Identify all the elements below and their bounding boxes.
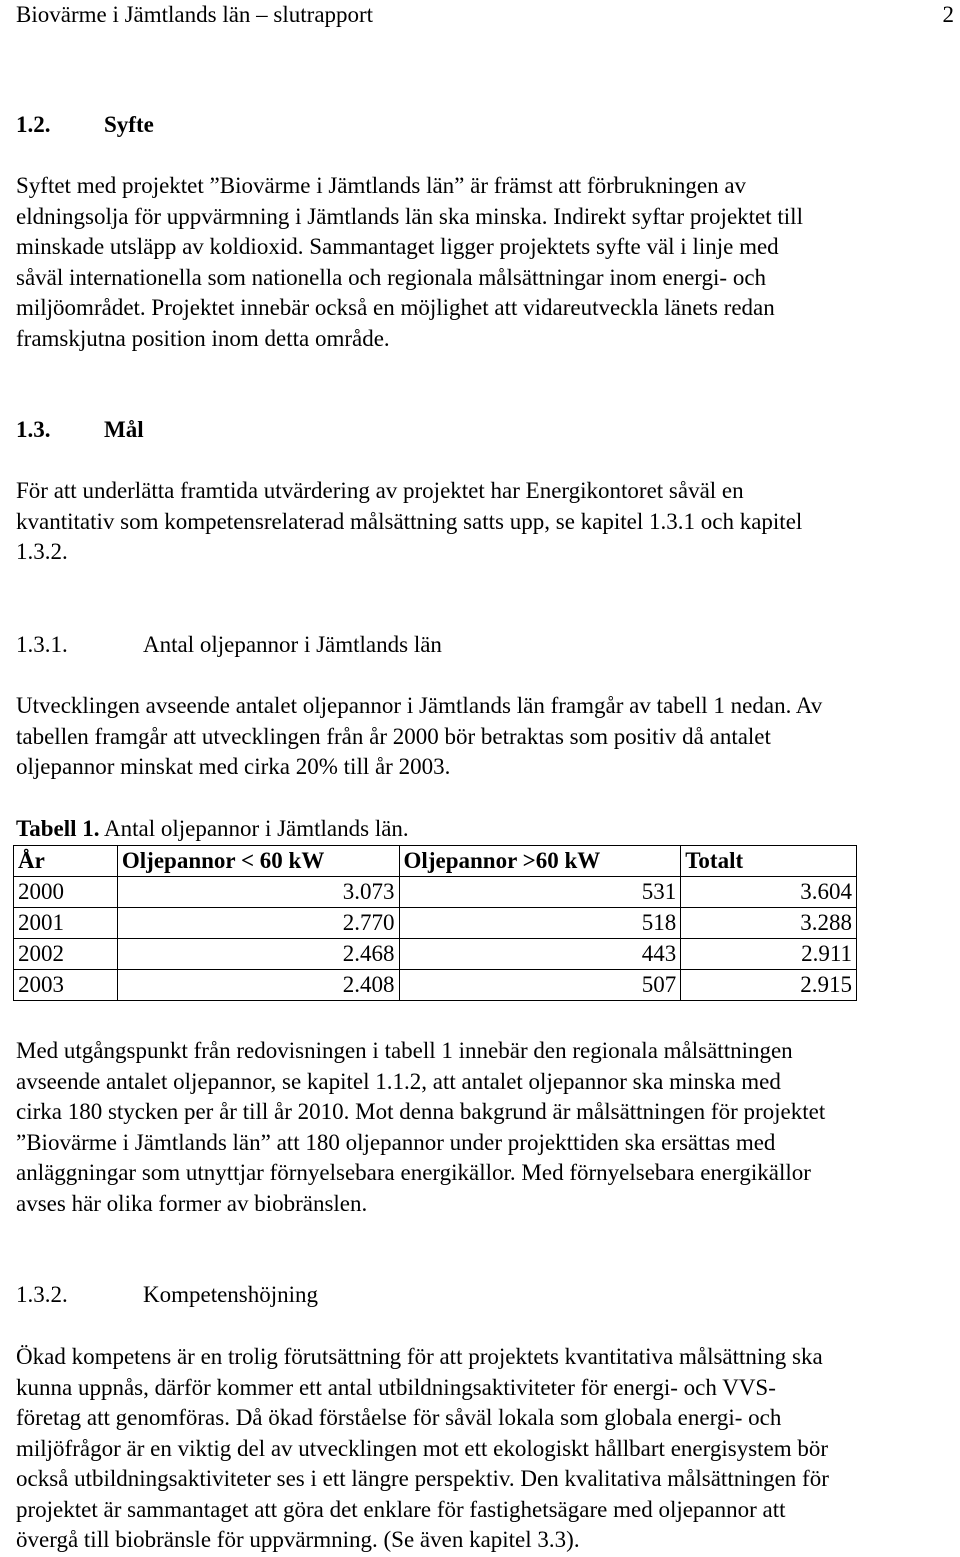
table-cell: 2003 [14, 970, 118, 1001]
section-1-3-1-number: 1.3.1. [16, 632, 68, 657]
text-line: projektet är sammantaget att göra det enklare för fastighetsägare med oljepannor att [16, 1496, 786, 1522]
table-header-row [14, 846, 857, 877]
table-cell: 507 [399, 970, 681, 1001]
text-line: minskade utsläpp av koldioxid. Sammantaget ligger projektets syfte väl i linje med [16, 234, 779, 259]
table-cell: 2.911 [681, 939, 857, 970]
text-line: avses här olika former av biobränslen. [16, 1190, 368, 1216]
text-line: Utvecklingen avseende antalet oljepannor i Jämtlands län framgår av tabell 1 nedan. Av [16, 693, 823, 718]
table-cell: 518 [399, 908, 681, 939]
table-caption-label: Tabell 1. [16, 816, 100, 841]
table-cell: 3.073 [117, 877, 399, 908]
text-line: oljepannor minskat med cirka 20% till år 2003. [16, 754, 451, 779]
text-line: Syftet med projektet ”Biovärme i Jämtlands län” är främst att förbrukningen av [16, 173, 747, 198]
section-1-2-number: 1.2. [16, 112, 51, 137]
text-line: eldningsolja för uppvärmning i Jämtlands län ska minska. Indirekt syftar projektet till [16, 203, 803, 229]
text-line: anläggningar som utnyttjar förnyelsebara energikällor. Med förnyelsebara energikällor [16, 1160, 811, 1185]
table-caption [16, 814, 409, 845]
section-1-3-1-conclusion [16, 1036, 956, 1219]
table-cell: 2.770 [117, 908, 399, 939]
table-cell: 531 [399, 877, 681, 908]
table-row [14, 939, 857, 970]
table-cell: 2001 [14, 908, 118, 939]
page-number: 2 [942, 2, 954, 27]
text-line: avseende antalet oljepannor, se kapitel 1.1.2, att antalet oljepannor ska minska med [16, 1068, 781, 1094]
table-caption-text: Antal oljepannor i Jämtlands län. [99, 816, 409, 841]
text-line: miljöområdet. Projektet innebär också en möjlighet att vidareutveckla länets redan [16, 295, 775, 320]
table-cell: 2.915 [681, 970, 857, 1001]
text-line: Ökad kompetens är en trolig förutsättning för att projektets kvantitativa målsättning ska [16, 1344, 823, 1369]
text-line: miljöfrågor är en viktig del av utvecklingen mot ett ekologiskt hållbart energisystem bör [16, 1435, 829, 1461]
table-cell: 2.408 [117, 970, 399, 1001]
table-cell: 2000 [14, 877, 118, 908]
section-1-3-paragraph [16, 476, 956, 568]
section-1-3-2-paragraph [16, 1342, 956, 1556]
text-line: cirka 180 stycken per år till år 2010. Mot denna bakgrund är målsättningen för projektet [16, 1099, 826, 1124]
section-1-3-2-heading: Kompetenshöjning [143, 1282, 319, 1307]
text-line: övergå till biobränsle för uppvärmning. (Se även kapitel 3.3). [16, 1527, 580, 1552]
text-line: också utbildningsaktiviteter ses i ett längre perspektiv. Den kvalitativa målsättningen för [16, 1466, 829, 1491]
section-1-2-paragraph [16, 171, 956, 354]
text-line: framskjutna position inom detta område. [16, 325, 390, 351]
section-1-3-1-paragraph [16, 691, 956, 783]
text-line: 1.3.2. [16, 539, 68, 564]
text-line: företag att genomföras. Då ökad förståelse för såväl lokala som globala energi- och [16, 1405, 782, 1430]
table-header-cell: Oljepannor < 60 kW [117, 846, 399, 877]
table-header-cell: Totalt [681, 846, 857, 877]
text-line: ”Biovärme i Jämtlands län” att 180 oljepannor under projekttiden ska ersättas med [16, 1129, 776, 1155]
oil-boiler-table [13, 845, 857, 1001]
text-line: Med utgångspunkt från redovisningen i tabell 1 innebär den regionala målsättningen [16, 1038, 793, 1063]
section-1-3-1-heading: Antal oljepannor i Jämtlands län [143, 632, 442, 657]
section-1-3-2-number: 1.3.2. [16, 1282, 68, 1307]
text-line: såväl internationella som nationella och regionala målsättningar inom energi- och [16, 264, 767, 290]
text-line: kunna uppnås, därför kommer ett antal utbildningsaktiviteter för energi- och VVS- [16, 1374, 776, 1400]
table-cell: 443 [399, 939, 681, 970]
table-cell: 2002 [14, 939, 118, 970]
table-row [14, 970, 857, 1001]
section-1-3-heading: Mål [104, 417, 144, 442]
text-line: För att underlätta framtida utvärdering av projektet har Energikontoret såväl en [16, 478, 744, 503]
text-line: tabellen framgår att utvecklingen från år 2000 bör betraktas som positiv då antalet [16, 723, 771, 749]
section-1-2-heading: Syfte [104, 112, 154, 137]
table-row [14, 877, 857, 908]
table-header-cell: Oljepannor >60 kW [399, 846, 681, 877]
table-header-cell: År [14, 846, 118, 877]
table-row [14, 908, 857, 939]
text-line: kvantitativ som kompetensrelaterad målsättning satts upp, se kapitel 1.3.1 och kapitel [16, 508, 803, 534]
running-header-title: Biovärme i Jämtlands län – slutrapport [16, 2, 374, 27]
table-cell: 2.468 [117, 939, 399, 970]
table-cell: 3.604 [681, 877, 857, 908]
table-cell: 3.288 [681, 908, 857, 939]
section-1-3-number: 1.3. [16, 417, 51, 442]
